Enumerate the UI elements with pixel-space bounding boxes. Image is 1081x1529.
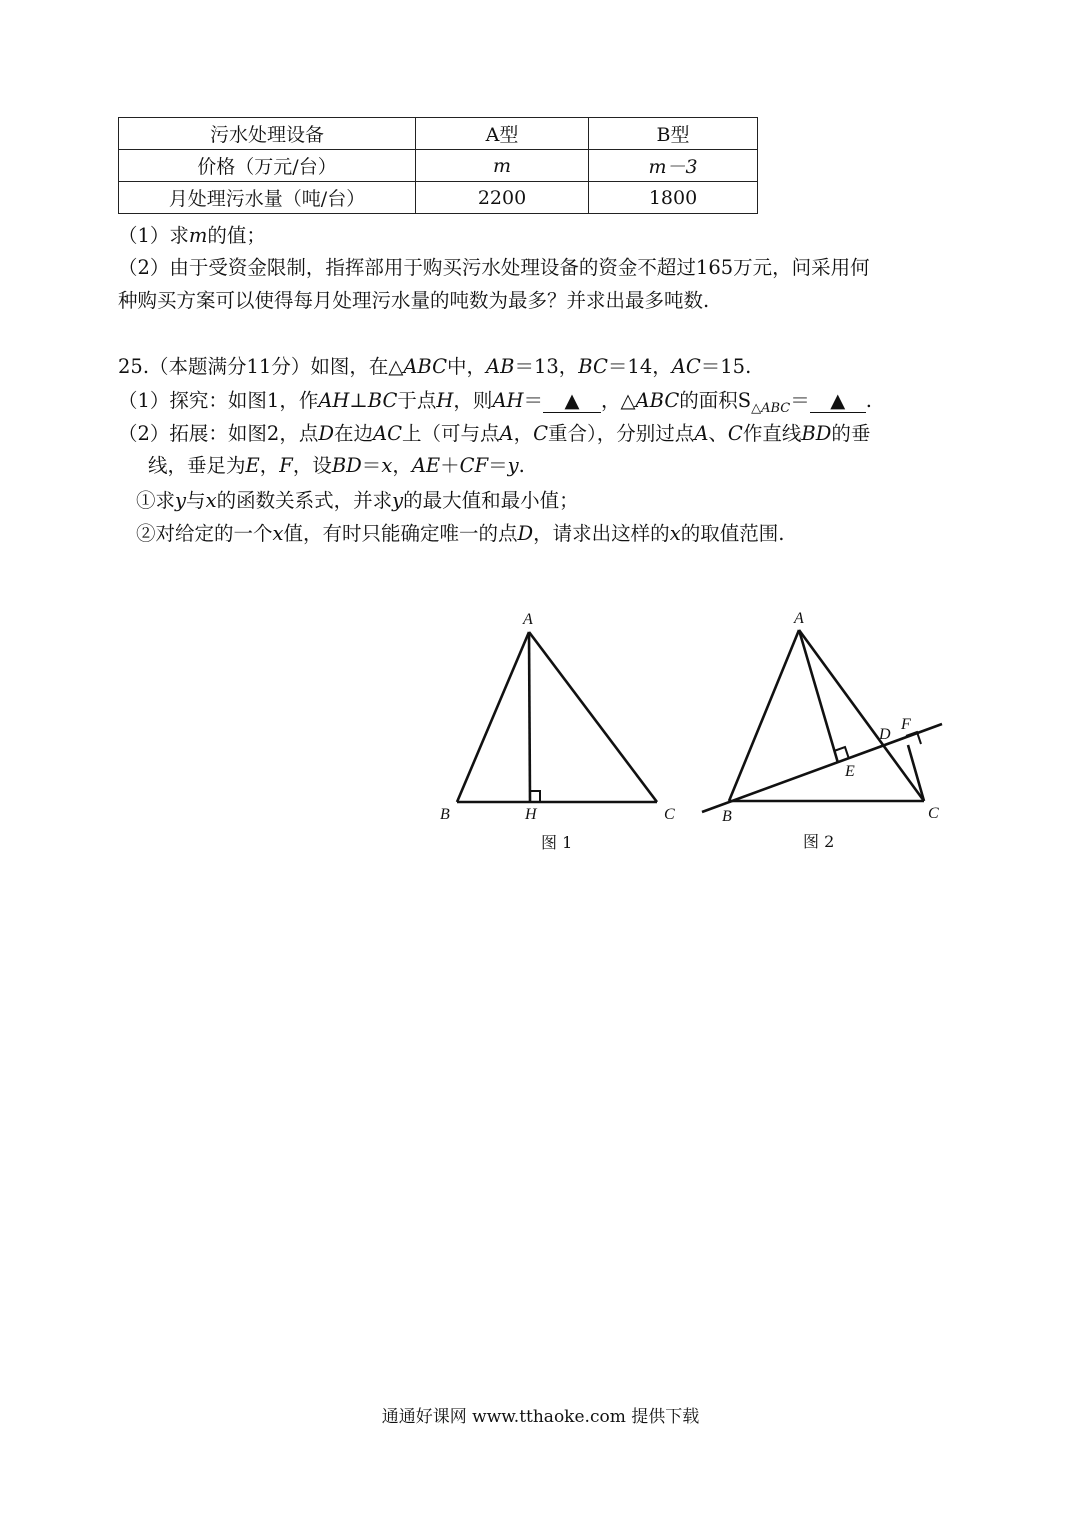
text: ＝ (488, 454, 508, 477)
subscript: △ABC (751, 400, 791, 416)
text: ①求 (136, 489, 176, 512)
var: ABC (403, 355, 448, 378)
text: 的函数关系式，并求 (216, 489, 393, 512)
figure2-caption: 图 2 (803, 832, 835, 851)
segment-ac (529, 632, 657, 802)
text: 与 (186, 489, 206, 512)
table-cell: 月处理污水量（吨/台） (119, 182, 416, 214)
text: ⊥ (349, 389, 368, 412)
text: （1）探究：如图1，作 (118, 389, 319, 412)
table-cell: 2200 (416, 182, 589, 214)
page-footer: 通通好课网 www.tthaoke.com 提供下载 (381, 1407, 700, 1427)
table-cell: 污水处理设备 (119, 118, 416, 150)
text: 线，垂足为 (148, 454, 246, 477)
var: x (669, 522, 681, 545)
text: 值，有时只能确定唯一的点 (283, 522, 518, 545)
text: ，设 (292, 454, 332, 477)
text: 中， (447, 355, 487, 378)
var: F (279, 454, 293, 477)
var: BC (367, 389, 398, 412)
text: 重合），分别过点 (548, 422, 695, 445)
text: 的垂 (831, 422, 871, 445)
var: C (533, 422, 549, 445)
answer-blank: ▲ (543, 390, 601, 413)
line-bd (702, 724, 942, 812)
var: AH (318, 389, 350, 412)
var: A (694, 422, 709, 445)
right-angle-mark (530, 791, 540, 802)
text: 在边 (333, 422, 373, 445)
var: BC (578, 355, 608, 378)
var: m (188, 224, 208, 247)
text: ＋ (440, 454, 460, 477)
text: （1）求 (118, 224, 189, 247)
table-cell: m (416, 150, 589, 182)
var: AB (486, 355, 515, 378)
text: （2）拓展：如图2，点 (118, 422, 319, 445)
text: 上（可与点 (402, 422, 500, 445)
text: . (865, 389, 872, 412)
table-cell: 价格（万元/台） (119, 150, 416, 182)
figure1-caption: 图 1 (541, 833, 573, 852)
point-label-e: E (845, 763, 855, 780)
segment-cf (908, 745, 924, 801)
var: BD (801, 422, 832, 445)
text: 的最大值和最小值； (403, 489, 579, 512)
segment-ab (457, 632, 529, 802)
var: AH (492, 389, 524, 412)
var: AC (671, 355, 701, 378)
var: y (175, 489, 187, 512)
table-cell: 1800 (589, 182, 758, 214)
text: 、 (708, 422, 728, 445)
text: . (518, 454, 525, 477)
var: x (272, 522, 284, 545)
var: x (205, 489, 217, 512)
figure1-triangle (457, 632, 657, 802)
text: 25.（本题满分11分）如图，在△ (118, 355, 404, 378)
segment-ab (729, 630, 799, 801)
text: 的值； (207, 224, 266, 247)
text: ②对给定的一个 (136, 522, 273, 545)
point-label-f: F (901, 716, 911, 733)
text: 的面积S (679, 389, 752, 412)
text: ， (513, 422, 534, 445)
var: y (392, 489, 404, 512)
text: ，请求出这样的 (533, 522, 670, 545)
text: ＝ (523, 389, 544, 412)
point-label-d: D (879, 726, 891, 743)
var: BD (331, 454, 362, 477)
point-label-h: H (525, 806, 537, 823)
point-label-a: A (523, 611, 533, 628)
point-label-a: A (794, 610, 804, 627)
text: ＝ (790, 389, 810, 412)
point-label-b: B (722, 808, 732, 825)
var: H (436, 389, 454, 412)
text: ，则 (453, 389, 493, 412)
segment-ah (529, 632, 530, 802)
text: ＝15. (700, 355, 752, 378)
table-cell: m－3 (589, 150, 758, 182)
var: y (507, 454, 519, 477)
text: ， (259, 454, 280, 477)
text: ＝14， (607, 355, 672, 378)
q24-part2-line2: 种购买方案可以使得每月处理污水量的吨数为最多？并求出最多吨数. (118, 289, 710, 312)
var: D (517, 522, 534, 545)
var: C (727, 422, 743, 445)
q24-part2-line1: （2）由于受资金限制，指挥部用于购买污水处理设备的资金不超过165万元，问采用何 (118, 256, 870, 279)
var: AE (411, 454, 441, 477)
answer-blank: ▲ (810, 390, 866, 413)
text: 作直线 (742, 422, 802, 445)
var: ABC (635, 389, 680, 412)
var: D (318, 422, 334, 445)
point-label-c: C (928, 805, 939, 822)
text: ＝13， (514, 355, 579, 378)
var: CF (459, 454, 489, 477)
table-cell: B型 (589, 118, 758, 150)
text: ，△ (601, 389, 636, 412)
table-cell: A型 (416, 118, 589, 150)
var: A (499, 422, 514, 445)
text: ， (392, 454, 412, 477)
var: x (381, 454, 393, 477)
point-label-c: C (664, 806, 675, 823)
var: E (245, 454, 260, 477)
text: ＝ (361, 454, 382, 477)
text: 于点 (397, 389, 437, 412)
point-label-b: B (440, 806, 450, 823)
segment-ae (799, 630, 838, 763)
var: AC (372, 422, 402, 445)
text: 的取值范围. (680, 522, 785, 545)
